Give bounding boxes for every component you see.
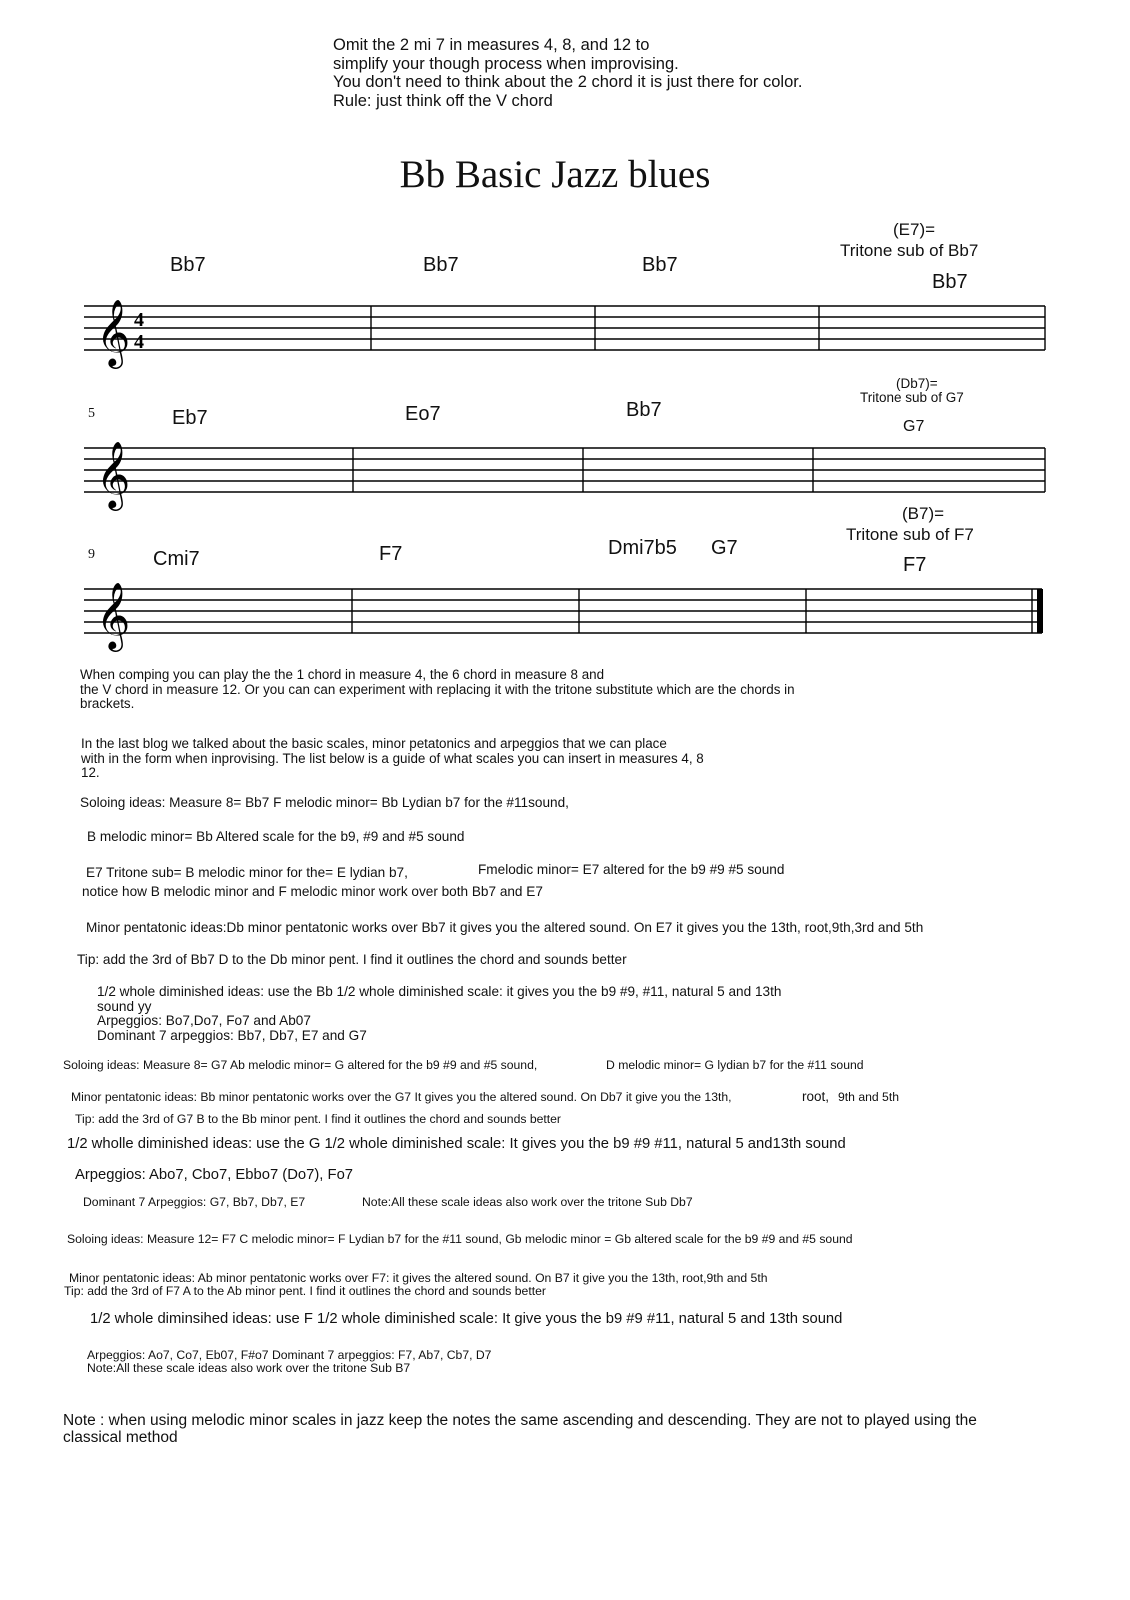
paragraph-line: 12. xyxy=(81,765,100,780)
m8-b-melodic: B melodic minor= Bb Altered scale for the b9, #9 and #5 sound xyxy=(87,829,465,844)
m8-notice: notice how B melodic minor and F melodic minor work over both Bb7 and E7 xyxy=(82,884,543,899)
chord-symbol: Cmi7 xyxy=(153,548,200,570)
paragraph-line: When comping you can play the the 1 chord in measure 4, the 6 chord in measure 8 and xyxy=(80,667,605,682)
intro-line: simplify your though process when improvising. xyxy=(333,54,679,73)
intro-line: You don't need to think about the 2 chord it is just there for color. xyxy=(333,73,803,91)
m12-soloing: Soloing ideas: Measure 12= F7 C melodic minor= F Lydian b7 for the #11 sound, Gb melodic minor = Gb altered scale for the b9 #9 and #5 sound xyxy=(67,1232,853,1246)
g7-dominant: Dominant 7 Arpeggios: G7, Bb7, Db7, E7 xyxy=(83,1195,306,1209)
m12-diminished: 1/2 whole diminsihed ideas: use F 1/2 whole diminished scale: It give yous the b9 #9 #11, natural 5 and 13th sound xyxy=(90,1311,843,1327)
tritone-sub-label: Tritone sub of F7 xyxy=(846,525,974,544)
m8-diminished xyxy=(97,985,781,1043)
m8-soloing: Soloing ideas: Measure 8= Bb7 F melodic minor= Bb Lydian b7 for the #11sound, xyxy=(80,795,569,810)
tritone-sub-label: (B7)= xyxy=(902,504,945,523)
g7-arpeggios: Arpeggios: Abo7, Cbo7, Ebbo7 (Do7), Fo7 xyxy=(75,1167,354,1183)
g7-soloing: Soloing ideas: Measure 8= G7 Ab melodic minor= G altered for the b9 #9 and #5 sound, xyxy=(63,1058,538,1072)
comping-paragraph xyxy=(80,668,795,712)
chord-symbol: G7 xyxy=(711,537,738,559)
chord-symbol: G7 xyxy=(903,418,925,435)
m12-arpeggios: Arpeggios: Ao7, Co7, Eb07, F#o7 Dominant 7 arpeggios: F7, Ab7, Cb7, D7 xyxy=(87,1348,492,1362)
tritone-sub-label: Tritone sub of Bb7 xyxy=(840,241,979,260)
paragraph-line: Dominant 7 arpeggios: Bb7, Db7, E7 and G7 xyxy=(97,1027,367,1043)
staff-1 xyxy=(84,306,1045,350)
paragraph-line: brackets. xyxy=(80,696,135,711)
chord-symbol: Bb7 xyxy=(642,254,678,276)
treble-clef-icon: 𝄞 xyxy=(96,440,131,508)
tritone-sub-label: (E7)= xyxy=(893,220,936,239)
g7-diminished: 1/2 wholle diminished ideas: use the G 1/2 whole diminished scale: It gives you the b9 #9 #11, natural 5 and13th sound xyxy=(67,1136,846,1152)
g7-pentatonic: Minor pentatonic ideas: Bb minor pentatonic works over the G7 It gives you the altered sound. On Db7 it give you the 13th, xyxy=(71,1090,732,1104)
staff-3 xyxy=(84,589,1042,633)
g7-d-melodic: D melodic minor= G lydian b7 for the #11 sound xyxy=(606,1058,864,1072)
g7-pentatonic: root, xyxy=(802,1089,830,1104)
chord-symbol: Eo7 xyxy=(405,403,441,425)
time-signature-icon: 4 xyxy=(134,331,144,353)
m12-note: Note:All these scale ideas also work over the tritone Sub B7 xyxy=(87,1361,411,1375)
chord-symbol: Bb7 xyxy=(626,399,662,421)
paragraph-line: In the last blog we talked about the basic scales, minor petatonics and arpeggios that we can place xyxy=(81,736,667,751)
m8-e7-sub: E7 Tritone sub= B melodic minor for the= E lydian b7, xyxy=(86,865,408,880)
m8-pentatonic: Minor pentatonic ideas:Db minor pentatonic works over Bb7 it gives you the altered sound. On E7 it gives you the 13th, root,9th,3rd and 5th xyxy=(86,920,924,935)
measure-number: 9 xyxy=(88,547,95,562)
m8-tip: Tip: add the 3rd of Bb7 D to the Db minor pent. I find it outlines the chord and sounds better xyxy=(77,952,627,967)
chord-symbol: Eb7 xyxy=(172,407,208,429)
m8-f-melodic: Fmelodic minor= E7 altered for the b9 #9 #5 sound xyxy=(478,862,785,877)
chord-symbol: F7 xyxy=(903,554,927,576)
paragraph-line: sound yy xyxy=(97,998,152,1014)
paragraph-line: the V chord in measure 12. Or you can can experiment with replacing it with the tritone substitute which are the chords in xyxy=(80,681,795,697)
measure-number: 5 xyxy=(88,406,95,421)
paragraph-line: Note : when using melodic minor scales in jazz keep the notes the same ascending and descending. They are not to played using the xyxy=(63,1412,977,1429)
blog-paragraph xyxy=(81,737,704,781)
page-title: Bb Basic Jazz blues xyxy=(399,153,711,196)
paragraph-line: 1/2 whole diminished ideas: use the Bb 1/2 whole diminished scale: it gives you the b9 #9, #11, natural 5 and 13th xyxy=(97,984,782,999)
treble-clef-icon: 𝄞 xyxy=(96,581,131,649)
paragraph-line: classical method xyxy=(63,1429,178,1446)
m12-tip: Tip: add the 3rd of F7 A to the Ab minor pent. I find it outlines the chord and sounds better xyxy=(64,1284,546,1298)
g7-tip: Tip: add the 3rd of G7 B to the Bb minor pent. I find it outlines the chord and sounds better xyxy=(75,1112,561,1126)
tritone-sub-label: Tritone sub of G7 xyxy=(860,390,964,405)
g7-pentatonic: 9th and 5th xyxy=(838,1090,899,1104)
paragraph-line: with in the form when inprovising. The list below is a guide of what scales you can insert in measures 4, 8 xyxy=(81,750,704,766)
staff-2 xyxy=(84,448,1045,492)
intro-line: Omit the 2 mi 7 in measures 4, 8, and 12 to xyxy=(333,36,650,54)
chord-symbol: Bb7 xyxy=(170,254,206,276)
tritone-sub-label: (Db7)= xyxy=(896,376,938,391)
time-signature-icon: 4 xyxy=(134,309,144,331)
paragraph-line: Arpeggios: Bo7,Do7, Fo7 and Ab07 xyxy=(97,1013,311,1028)
chord-symbol: Dmi7b5 xyxy=(608,537,677,559)
g7-note: Note:All these scale ideas also work over the tritone Sub Db7 xyxy=(362,1195,693,1209)
chord-symbol: Bb7 xyxy=(423,254,459,276)
m12-pentatonic: Minor pentatonic ideas: Ab minor pentatonic works over F7: it gives the altered sound. On B7 it give you the 13th, root,9th and 5th xyxy=(69,1271,768,1285)
final-note xyxy=(63,1412,977,1446)
treble-clef-icon: 𝄞 xyxy=(96,298,131,366)
intro-line: Rule: just think off the V chord xyxy=(333,91,553,110)
chord-symbol: Bb7 xyxy=(932,271,968,293)
final-barline xyxy=(1037,589,1043,633)
chord-symbol: F7 xyxy=(379,543,403,565)
